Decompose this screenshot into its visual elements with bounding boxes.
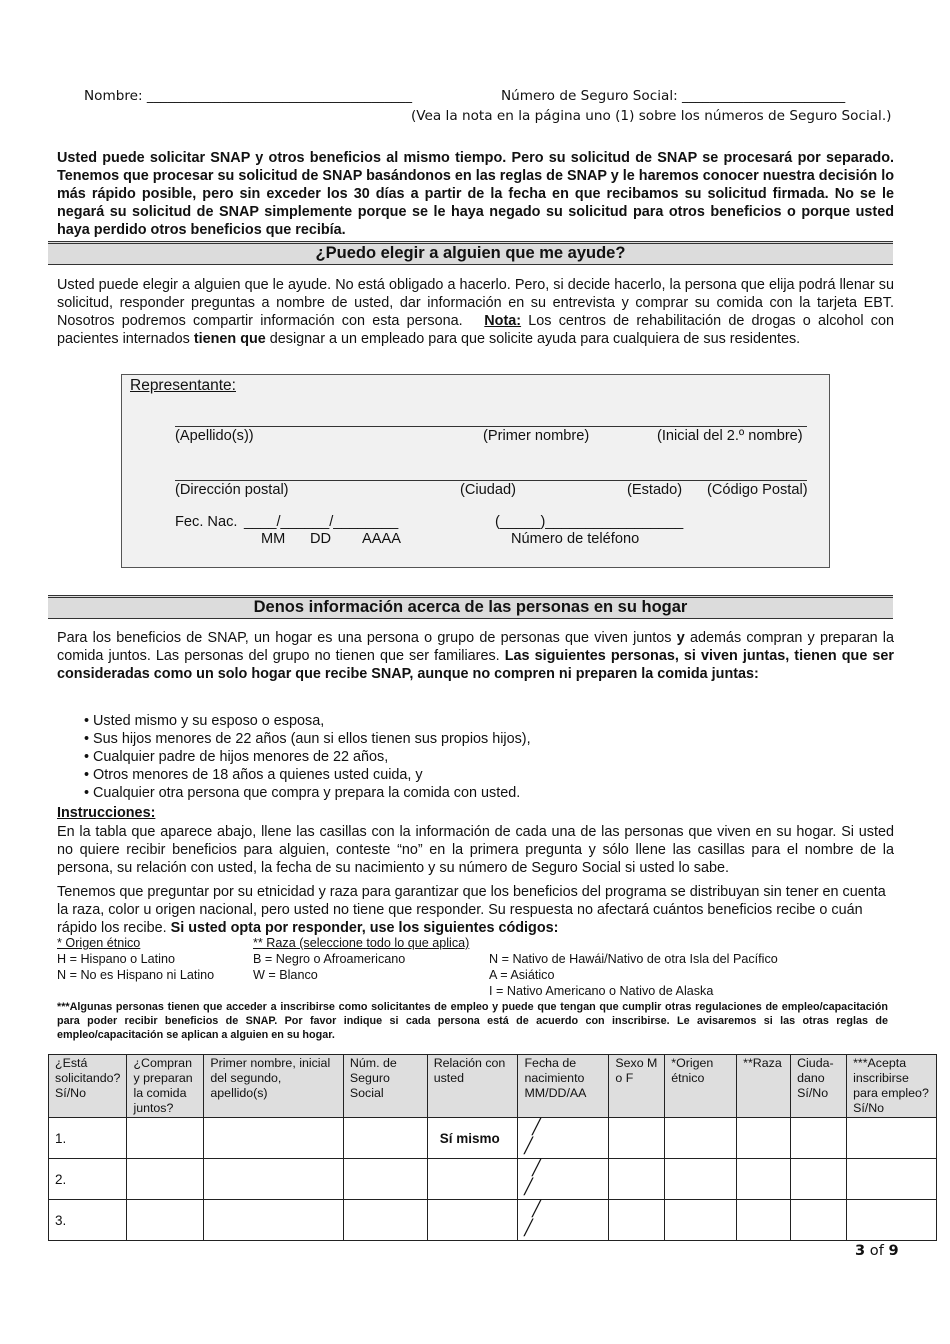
col-name: Primer nombre, inicial del segundo, apellido(s): [204, 1055, 344, 1118]
name-field: [84, 88, 412, 104]
col-ssn: Núm. de Seguro Social: [343, 1055, 427, 1118]
household-text-bold: Las siguientes personas, si viven juntas, tienen que ser consideradas como un solo hogar que recibe SNAP, aunque no compren ni preparen la comida juntas:: [57, 648, 894, 682]
code-i: I = Nativo Americano o Nativo de Alaska: [489, 984, 714, 998]
race-code-title: ** Raza (seleccione todo lo que aplica): [253, 936, 470, 950]
race-paragraph: [57, 883, 894, 937]
race-cell[interactable]: [737, 1159, 791, 1200]
household-paragraph: [57, 629, 894, 683]
name-cell[interactable]: [204, 1159, 344, 1200]
ethnic-cell[interactable]: [665, 1200, 737, 1241]
first-name-label: (Primer nombre): [483, 428, 590, 444]
representative-title: Representante:: [130, 377, 236, 394]
household-text-1: Para los beneficios de SNAP, un hogar es una persona o grupo de personas que viven juntos: [57, 630, 672, 646]
intro-paragraph: Usted puede solicitar SNAP y otros beneficios al mismo tiempo. Pero su solicitud de SNAP se procesará por separado. Tenemos que procesar su solicitud de SNAP basándonos en las reglas de SNAP y le haremos conocer nuestra decisión lo más rápido posible, pero sin exceder los 30 días a partir de la fecha en que recibamos su solicitud firmada. No se le negará su solicitud de SNAP simplemente porque se le haya negado su solicitud para otros beneficios o porque usted haya perdido otros beneficios que recibía.: [57, 150, 894, 238]
col-ethnic: *Origen étnico: [665, 1055, 737, 1118]
dob-yyyy: AAAA: [362, 531, 401, 547]
section-title-helper: [48, 241, 893, 265]
instructions-title: Instrucciones:: [57, 805, 156, 821]
ssn-input-line[interactable]: ________________________: [682, 88, 846, 104]
code-b: B = Negro o Afroamericano: [253, 952, 406, 966]
col-sex: Sexo M o F: [609, 1055, 665, 1118]
ssn-label: Número de Seguro Social:: [501, 88, 678, 104]
relation-value: Sí mismo: [439, 1130, 500, 1146]
page-number: [855, 1242, 899, 1259]
race-cell[interactable]: [737, 1200, 791, 1241]
citizen-cell[interactable]: [791, 1159, 847, 1200]
state-label: (Estado): [627, 482, 683, 498]
col-employment: ***Acepta inscribirse para empleo? Sí/No: [847, 1055, 937, 1118]
col-race: **Raza: [737, 1055, 791, 1118]
sex-cell[interactable]: [609, 1200, 665, 1241]
ssn-cell[interactable]: [343, 1118, 427, 1159]
helper-text-3: designar a un empleado para que solicite ayuda para cualquiera de sus residentes.: [269, 331, 801, 347]
representative-name-line[interactable]: [175, 426, 807, 427]
code-n: N = No es Hispano ni Latino: [57, 968, 215, 982]
section-title-helper-text: ¿Puedo elegir a alguien que me ayude?: [315, 244, 626, 262]
col-dob: Fecha de nacimiento MM/DD/AA: [518, 1055, 609, 1118]
ethnic-code-title: * Origen étnico: [57, 936, 141, 950]
buy-prepare-cell[interactable]: [127, 1200, 204, 1241]
list-item: • Sus hijos menores de 22 años (aun si ellos tienen sus propios hijos),: [84, 731, 531, 747]
name-input-line[interactable]: _______________________________________: [146, 88, 412, 104]
code-a: A = Asiático: [489, 968, 555, 982]
citizen-cell[interactable]: [791, 1200, 847, 1241]
row-number: 3.: [55, 1212, 67, 1228]
race-text-bold: Si usted opta por responder, use los siguientes códigos:: [170, 920, 559, 936]
race-text: Tenemos que preguntar por su etnicidad y raza para garantizar que los beneficios del programa se distribuyan sin tener en cuenta la raza, color u origen nacional, pero usted no tiene que responder. Su respuesta no afectará cuántos beneficios recibe o cuán rápido los recibe.: [57, 884, 886, 936]
table-row: [49, 1159, 937, 1200]
code-w: W = Blanco: [253, 968, 318, 982]
ssn-cell[interactable]: [343, 1159, 427, 1200]
employment-note: ***Algunas personas tienen que acceder a inscribirse como solicitantes de empleo y puede que tengan que cumplir otras regulaciones de empleo/capacitación para poder recibir beneficios de SNAP. Por favor indique si cada persona está de acuerdo con inscribirse. Le avisaremos si las otras reglas de empleo/capacitación se aplican a alguien en su hogar.: [57, 1001, 888, 1041]
code-nh: N = Nativo de Hawái/Nativo de otra Isla del Pacífico: [489, 952, 778, 966]
col-relation: Relación con usted: [427, 1055, 518, 1118]
relation-cell[interactable]: [427, 1118, 518, 1159]
ethnic-cell[interactable]: [665, 1159, 737, 1200]
row-number: 2.: [55, 1171, 67, 1187]
dob-mm: MM: [261, 531, 286, 547]
dob-slashes: / /: [524, 1112, 558, 1160]
representative-address-line[interactable]: [175, 480, 807, 481]
applying-cell[interactable]: [49, 1118, 127, 1159]
page-of: of: [869, 1242, 884, 1259]
ethnic-cell[interactable]: [665, 1118, 737, 1159]
race-cell[interactable]: [737, 1118, 791, 1159]
sex-cell[interactable]: [609, 1118, 665, 1159]
applying-cell[interactable]: [49, 1200, 127, 1241]
ssn-note: (Vea la nota en la página uno (1) sobre los números de Seguro Social.): [411, 108, 892, 124]
phone-input[interactable]: (_____)_________________: [495, 514, 684, 530]
household-text-y: y: [676, 630, 685, 646]
row-number: 1.: [55, 1130, 67, 1146]
citizen-cell[interactable]: [791, 1118, 847, 1159]
employment-cell[interactable]: [847, 1118, 937, 1159]
representative-box: [121, 374, 830, 568]
zip-label: (Código Postal): [707, 482, 808, 498]
helper-text-1: Usted puede elegir a alguien que le ayude. No está obligado a hacerlo. Pero, si decide hacerlo, la persona que elija podrá llenar su solicitud, responder preguntas a nombre de usted, dar información en su entrevista y comprar su comida con la tarjeta EBT. Nosotros podremos compartir información con esta persona.: [57, 277, 894, 329]
last-name-label: (Apellido(s)): [175, 428, 254, 444]
helper-paragraph: [57, 276, 894, 348]
col-applying: ¿Está solicitando? Sí/No: [49, 1055, 127, 1118]
household-member-list: [84, 712, 531, 802]
code-h: H = Hispano o Latino: [57, 952, 175, 966]
name-cell[interactable]: [204, 1200, 344, 1241]
middle-initial-label: (Inicial del 2.º nombre): [657, 428, 803, 444]
household-text-2: además compran y preparan la comida juntos. Las personas del grupo no tienen que ser familiares.: [57, 630, 894, 664]
ssn-cell[interactable]: [343, 1200, 427, 1241]
applying-cell[interactable]: [49, 1159, 127, 1200]
nota-label: Nota:: [484, 313, 522, 329]
table-header-row: [49, 1055, 937, 1118]
buy-prepare-cell[interactable]: [127, 1118, 204, 1159]
name-label: Nombre:: [84, 88, 143, 104]
list-item: • Otros menores de 18 años a quienes usted cuida, y: [84, 767, 423, 783]
page-total: 9: [888, 1242, 899, 1259]
list-item: • Cualquier otra persona que compra y prepara la comida con usted.: [84, 785, 521, 801]
dob-label: Fec. Nac.: [175, 514, 238, 530]
dob-input[interactable]: ____/______/________: [244, 514, 399, 530]
dob-slashes: / /: [524, 1153, 558, 1201]
household-table: [48, 1054, 937, 1241]
col-buy-prepare: ¿Compran y preparan la comida juntos?: [127, 1055, 204, 1118]
ssn-field: [501, 88, 845, 104]
dob-dd: DD: [310, 531, 332, 547]
col-citizen: Ciuda-dano Sí/No: [791, 1055, 847, 1118]
employment-cell[interactable]: [847, 1200, 937, 1241]
section-title-household-text: Denos información acerca de las personas en su hogar: [253, 598, 688, 616]
list-item: • Cualquier padre de hijos menores de 22 años,: [84, 749, 389, 765]
relation-cell[interactable]: [427, 1200, 518, 1241]
instructions-paragraph: En la tabla que aparece abajo, llene las casillas con la información de cada una de las personas que viven en su hogar. Si usted no quiere recibir beneficios para alguien, conteste “no” en la primera pregunta y sólo llene las casillas para el nombre de la persona, su relación con usted, la fecha de su nacimiento y su número de Seguro Social si usted lo sabe.: [57, 824, 894, 876]
list-item: • Usted mismo y su esposo o esposa,: [84, 713, 325, 729]
table-row: [49, 1200, 937, 1241]
dob-cell[interactable]: [518, 1194, 609, 1242]
table-row: [49, 1118, 937, 1159]
city-label: (Ciudad): [460, 482, 516, 498]
helper-text-2: Los centros de rehabilitación de drogas o alcohol con pacientes internados: [57, 313, 895, 347]
address-label: (Dirección postal): [175, 482, 289, 498]
name-cell[interactable]: [204, 1118, 344, 1159]
section-title-household: [48, 595, 893, 619]
phone-label: Número de teléfono: [511, 531, 640, 547]
helper-text-bold: tienen que: [193, 331, 266, 347]
dob-slashes: / /: [524, 1194, 558, 1242]
relation-cell[interactable]: [427, 1159, 518, 1200]
sex-cell[interactable]: [609, 1159, 665, 1200]
buy-prepare-cell[interactable]: [127, 1159, 204, 1200]
employment-cell[interactable]: [847, 1159, 937, 1200]
page-current: 3: [855, 1242, 866, 1259]
